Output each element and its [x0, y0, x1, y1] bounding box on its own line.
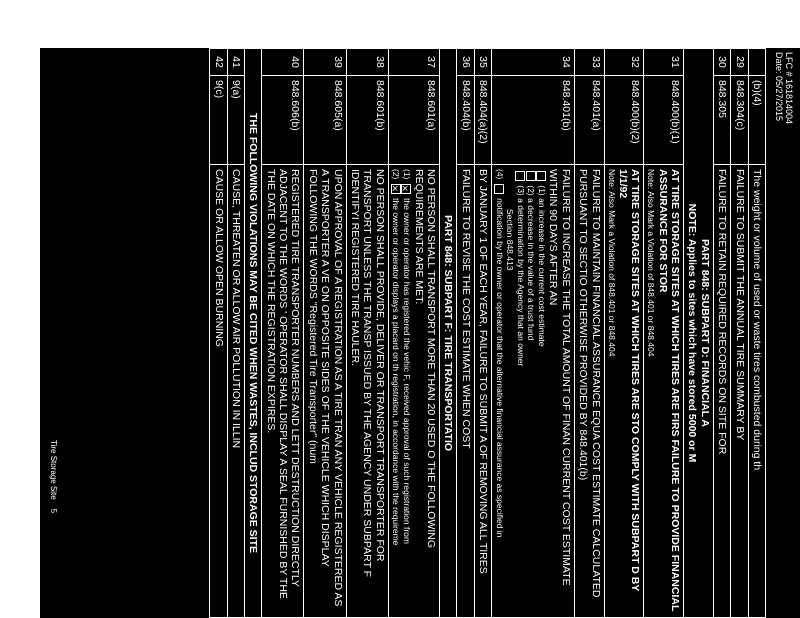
table-row	[388, 49, 439, 618]
row-number: 40	[262, 49, 304, 76]
row-text: AT TIRE STORAGE SITES AT WHICH TIRES ARE STO COMPLY WITH SUBPART D BY 1/1/92	[616, 169, 642, 592]
row-text: NO PERSON SHALL PROVIDE, DELIVER OR TRANSPORT TRANSPORTER FOR TRANSPORT UNLESS THE TRANSP ISSUED BY THE AGENCY UNDER SUBPART F IDENTIFYI REGISTERED TIRE HAULER.	[346, 165, 388, 618]
row-number: 38	[346, 49, 388, 76]
checkbox-icon	[526, 171, 536, 181]
lfc-number: LFC # 161814004	[784, 52, 794, 125]
row-section: 848.606(b)	[262, 76, 304, 165]
row-section: 848.401(a)	[574, 76, 604, 165]
row-number: 37	[388, 49, 439, 76]
row-section: 848.404(b)	[457, 76, 474, 165]
row-number: 35	[474, 49, 491, 76]
part-d-heading-row	[684, 49, 714, 618]
table-row	[210, 49, 227, 618]
row-number: 34	[492, 49, 575, 76]
page-header	[773, 52, 794, 124]
row-section: 9(a)	[227, 76, 244, 165]
table-row	[346, 49, 388, 618]
table-row	[644, 49, 684, 618]
checkbox-icon: ✕	[389, 184, 400, 192]
footer-label: Tire Storage Site	[49, 440, 58, 500]
row-number: 42	[210, 49, 227, 76]
violations-banner: THE FOLLOWING VIOLATIONS MAY BE CITED WHEN WASTES, INCLUD STORAGE SITE	[244, 49, 261, 618]
row-number: 39	[304, 49, 346, 76]
row-text: UPON APPROVAL OF A REGISTRATION AS A TIRE TRAN ANY VEHICLE REGISTERED AS A TRANSPORTER A VE ON OPPOSITE SIDES OF THE VEHICLE WHICH DISPLAY FOLLOWING THE WORDS "Registered Tire Transporter" (num	[304, 165, 346, 618]
part-d-title: PART 848: SUBPART D: FINANCIAL A	[698, 238, 711, 428]
checkbox-icon	[515, 171, 525, 181]
row-text: FAILURE TO MAINTAIN FINANCIAL ASSURANCE EQUA COST ESTIMATE CALCULATED PURSUANT TO SECTIO OTHERWISE PROVIDED BY 848.401(b)	[574, 165, 604, 618]
row-text: FAILURE TO SUBMIT THE ANNUAL TIRE SUMMARY BY	[731, 165, 748, 618]
checkbox-icon	[536, 171, 546, 181]
table-row	[574, 49, 604, 618]
part-f-title: PART 848: SUBPART F: TIRE TRANSPORTATIO	[439, 49, 456, 618]
sub-item: (4) notification by the owner or operator that the alternative financial assurance as specified in	[494, 169, 505, 538]
sub-item: (3) a determination by the Agency that an owner	[515, 169, 526, 613]
scanned-page	[40, 48, 800, 618]
row-text: NO PERSON SHALL TRANSPORT MORE THAN 20 USED O THE FOLLOWING REQUIREMENTS ARE MET:	[412, 169, 437, 549]
table-row	[304, 49, 346, 618]
row-number: 33	[574, 49, 604, 76]
row-number: 41	[227, 49, 244, 76]
row-text: CAUSE OR ALLOW OPEN BURNING	[210, 165, 227, 618]
row-section: 848.404(a)(2)	[474, 76, 491, 165]
row-note: Note: Also Mark a Violation of 848.401 or 848.404	[606, 169, 617, 357]
part-f-heading-row	[439, 49, 456, 618]
checkbox-icon	[494, 184, 504, 194]
row-text: FAILURE TO INCREASE THE TOTAL AMOUNT OF FINAN CURRENT COST ESTIMATE WITHIN 90 DAYS AFTER AN	[547, 169, 572, 586]
row-section: 9(c)	[210, 76, 227, 165]
table-row	[474, 49, 491, 618]
row-text: BY JANUARY 1 OF EACH YEAR, FAILURE TO SUBMIT A OF REMOVING ALL TIRES	[474, 165, 491, 618]
table-row	[492, 49, 575, 618]
row-section: (b)(4)	[748, 76, 765, 165]
row-section: 848.400(b)(2)	[604, 76, 644, 165]
row-number	[748, 49, 765, 76]
sub-item: (1) an increase in the current cost estimate	[536, 169, 547, 613]
table-row	[262, 49, 304, 618]
part-d-note: NOTE: Applies to sites which have stored 5000 or M	[686, 203, 699, 463]
row-number: 31	[644, 49, 684, 76]
row-text: FAILURE TO RETAIN REQUIRED RECORDS ON SITE FOR	[713, 165, 730, 618]
row-number: 32	[604, 49, 644, 76]
report-date: Date: 05/27/2015	[773, 52, 784, 122]
table-row	[713, 49, 730, 618]
row-number: 30	[713, 49, 730, 76]
rotated-content	[40, 48, 800, 618]
sub-item: Section 848.413	[504, 209, 515, 271]
sub-item: (2) ✕ the owner or operator displays a placard on th registration, in accordance with the requireme	[389, 169, 402, 546]
row-section: 848.400(b)(1)	[644, 76, 684, 165]
row-text: FAILURE TO REVISE THE COST ESTIMATE WHEN COST	[457, 165, 474, 618]
violations-table	[209, 48, 766, 618]
violations-banner-row	[244, 49, 261, 618]
table-row	[227, 49, 244, 618]
row-text: The weight or volume of used or waste tires combusted during th	[748, 165, 765, 618]
table-row	[748, 49, 765, 618]
sub-item: (1) ✕ the owner or operator has registered the vehic F, received approval of such registration from	[400, 169, 413, 544]
row-number: 29	[731, 49, 748, 76]
row-note: Note: Also Mark a Violation of 848.401 or 848.404	[646, 169, 657, 357]
row-section: 848.304(c)	[731, 76, 748, 165]
page-number: 5	[49, 508, 58, 514]
row-text: AT TIRE STORAGE SITES AT WHICH TIRES ARE FIRS FAILURE TO PROVIDE FINANCIAL ASSURANCE FOR STOR	[656, 169, 682, 612]
row-section: 848.605(a)	[304, 76, 346, 165]
sub-item: (2) a decrease in the value of a trust fund	[526, 169, 537, 613]
page-footer	[49, 440, 58, 513]
table-row	[604, 49, 644, 618]
row-number: 36	[457, 49, 474, 76]
row-section: 848.601(b)	[346, 76, 388, 165]
table-row	[457, 49, 474, 618]
row-section: 848.601(a)	[388, 76, 439, 165]
row-text: REGISTERED TIRE TRANSPORTER NUMBERS AND LETT DESTRUCTION DIRECTLY ADJACENT TO THE WORDS ' OPERATOR SHALL DISPLAY A SEAL FURNISHED BY THE THE DATE ON WHICH THE REGISTRATION EXPIRES.	[262, 165, 304, 618]
row-text: CAUSE, THREATEN OR ALLOW AIR POLLUTION IN ILLIN	[227, 165, 244, 618]
table-row	[731, 49, 748, 618]
row-section: 848.305	[713, 76, 730, 165]
row-section: 848.401(b)	[492, 76, 575, 165]
checkbox-icon: ✕	[400, 184, 411, 192]
